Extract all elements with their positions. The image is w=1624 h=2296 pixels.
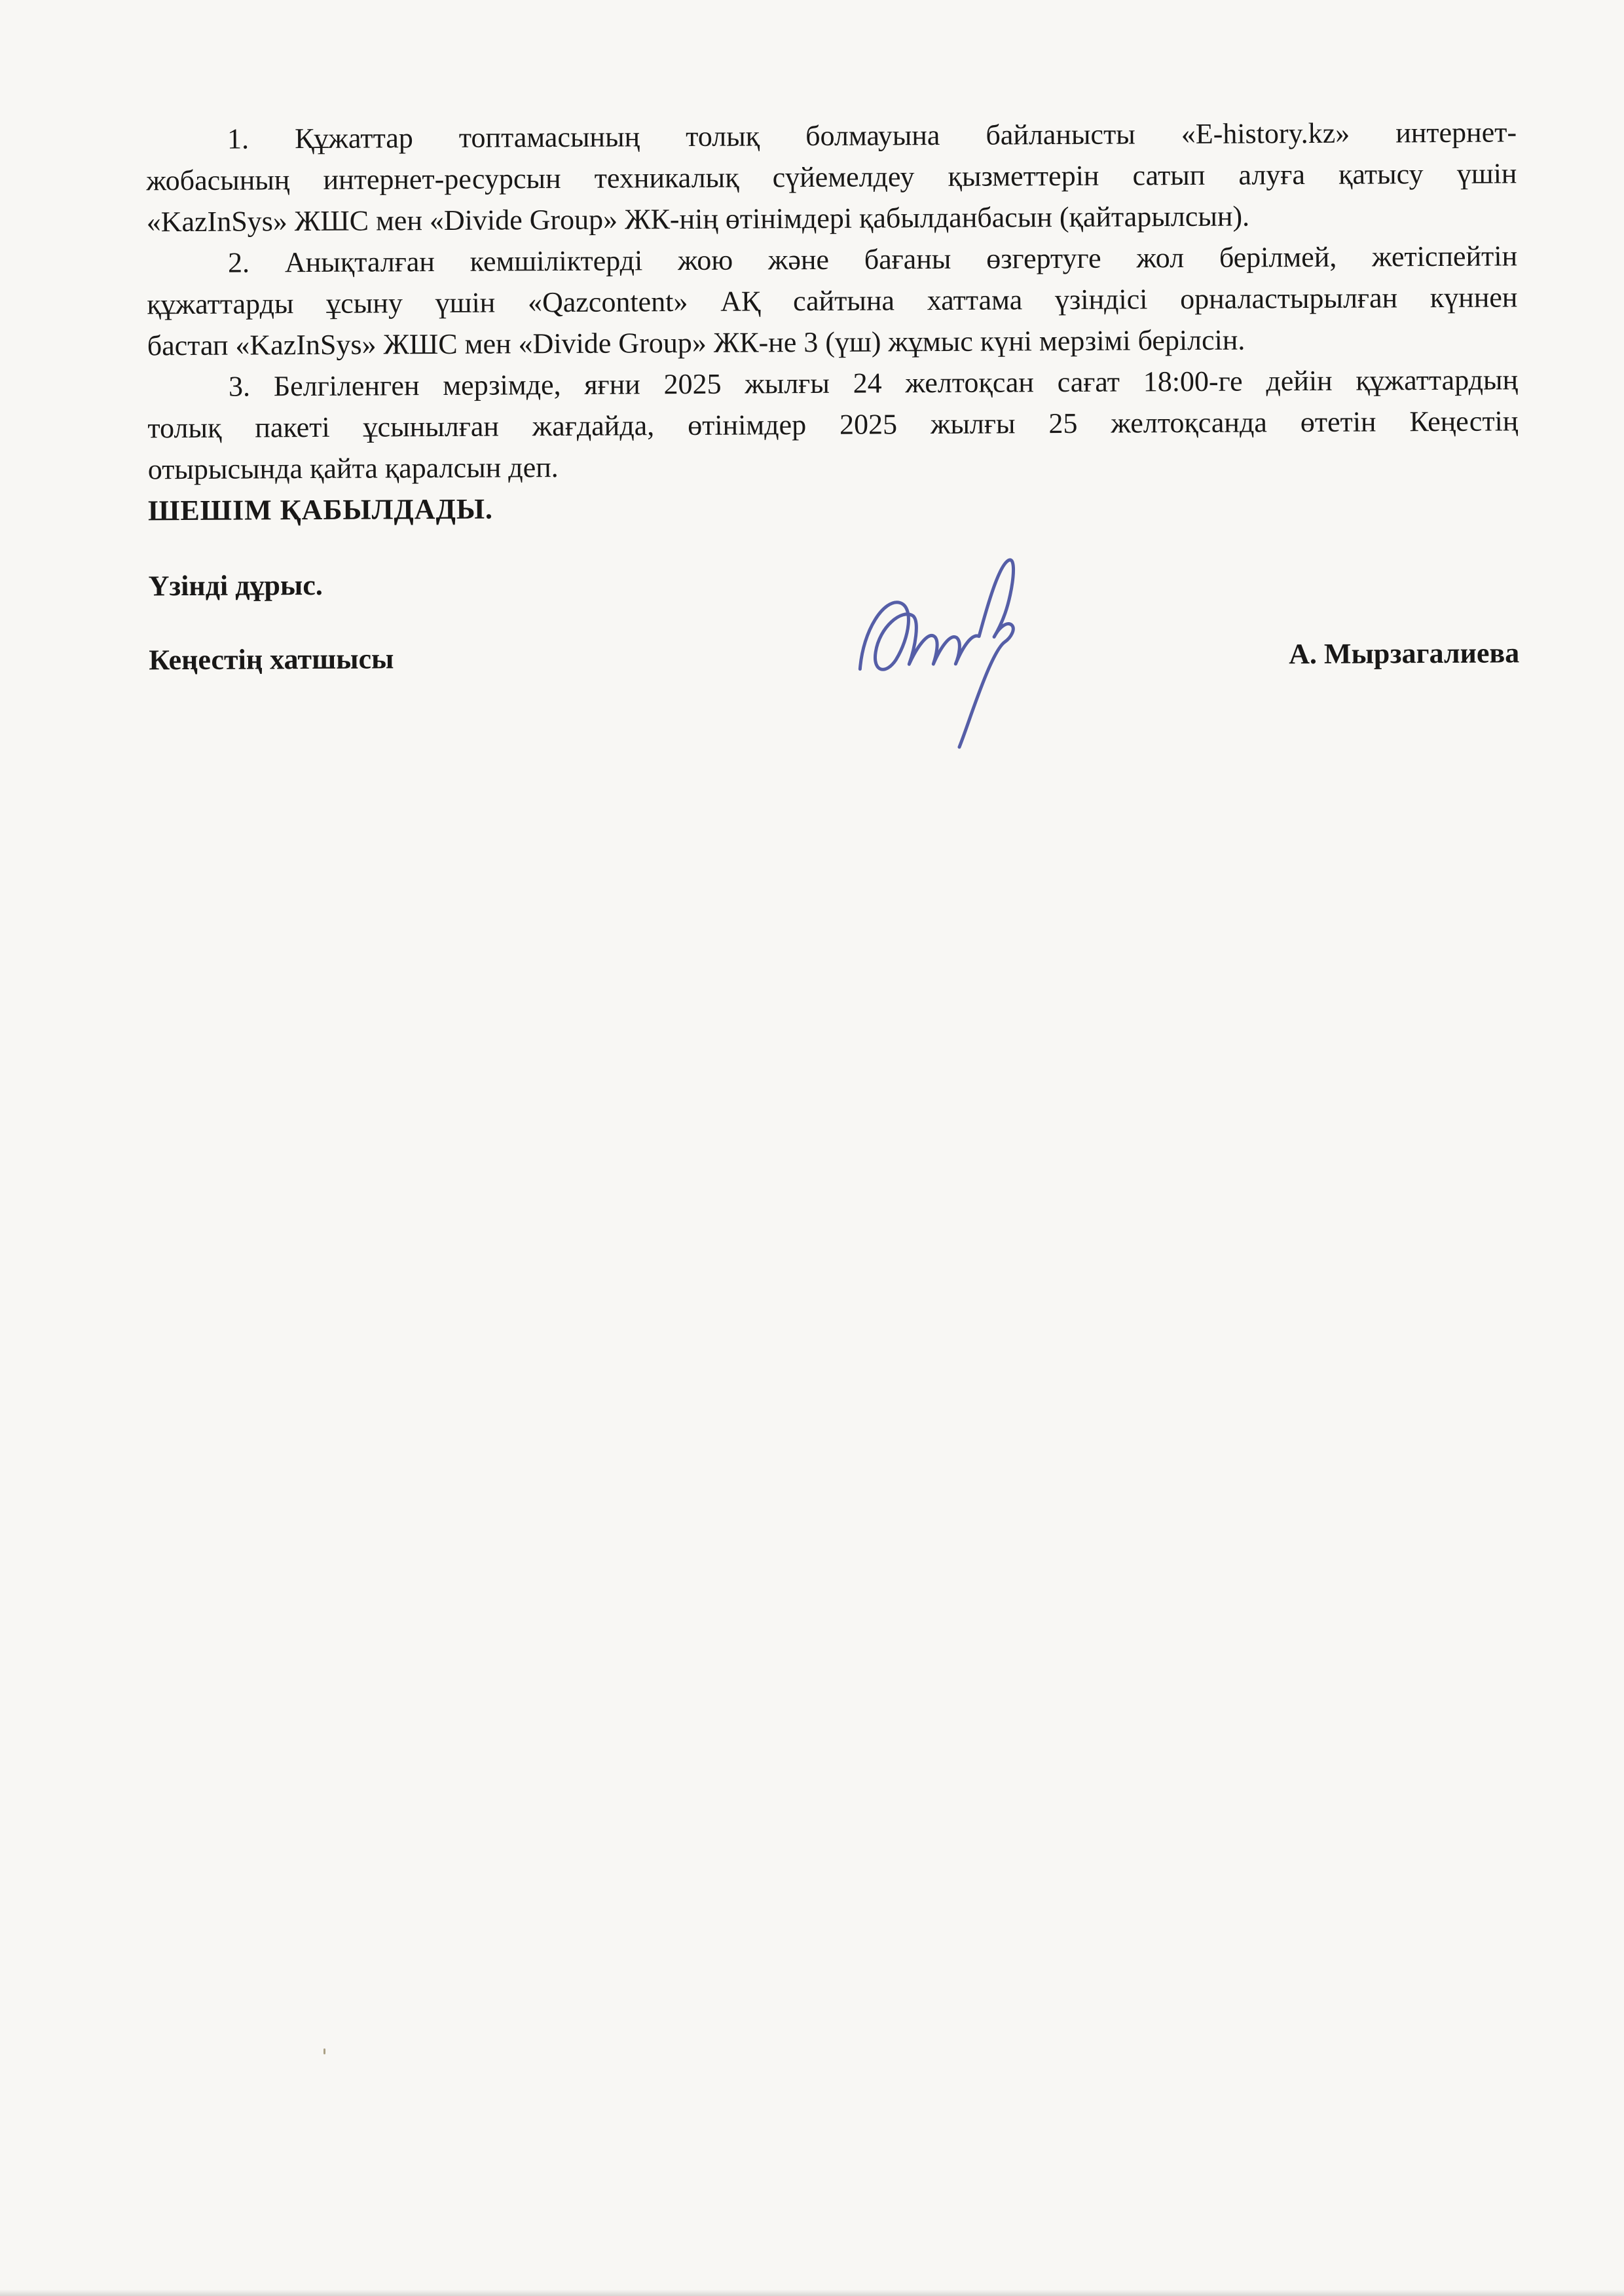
paragraph-2-line-1: 2. Анықталған кемшіліктерді жою және бағаны өзгертуге жол берілмей, жетіспейтін xyxy=(227,240,1518,279)
paragraph-3-line-1: 3. Белгіленген мерзімде, яғни 2025 жылғы 24 желтоқсан сағат 18:00-ге дейін құжаттардың xyxy=(228,363,1519,403)
paragraph-2-line-3: бастап «KazInSys» ЖШС мен «Divide Group» ЖК-не 3 (үш) жұмыс күні мерзімі берілсін. xyxy=(147,324,1246,362)
paragraph-3-line-2: толық пакеті ұсынылған жағдайда, өтінімдер 2025 жылғы 25 желтоқсанда өтетін Кеңестің xyxy=(147,405,1519,445)
paragraph-2-line-2: құжаттарды ұсыну үшін «Qazcontent» АҚ сайтына хаттама үзіндісі орналастырылған күннен xyxy=(147,281,1518,321)
signature-row xyxy=(149,632,1519,680)
scan-speck xyxy=(323,2048,325,2054)
paragraph-3-line-3: отырысында қайта қаралсын деп. xyxy=(147,451,559,486)
excerpt-correct-note: Үзінді дұрыс. xyxy=(148,568,323,602)
paragraph-2 xyxy=(147,235,1518,366)
paragraph-1-line-2: жобасының интернет-ресурсын техникалық сүйемелдеу қызметтерін сатып алуға қатысу үшін xyxy=(146,157,1517,197)
signer-name-label: А. Мырзагалиева xyxy=(1289,637,1520,671)
paragraph-1-line-3: «KazInSys» ЖШС мен «Divide Group» ЖК-нің өтінімдері қабылданбасын (қайтарылсын). xyxy=(146,200,1250,238)
signer-role-label: Кеңестің хатшысы xyxy=(149,642,394,676)
paragraph-3 xyxy=(147,359,1519,490)
paragraph-1-line-1: 1. Құжаттар топтамасының толық болмауына байланысты «E-history.kz» интернет- xyxy=(227,116,1517,155)
decision-heading: ШЕШІМ ҚАБЫЛДАДЫ. xyxy=(147,492,494,527)
paragraph-1 xyxy=(146,111,1517,242)
